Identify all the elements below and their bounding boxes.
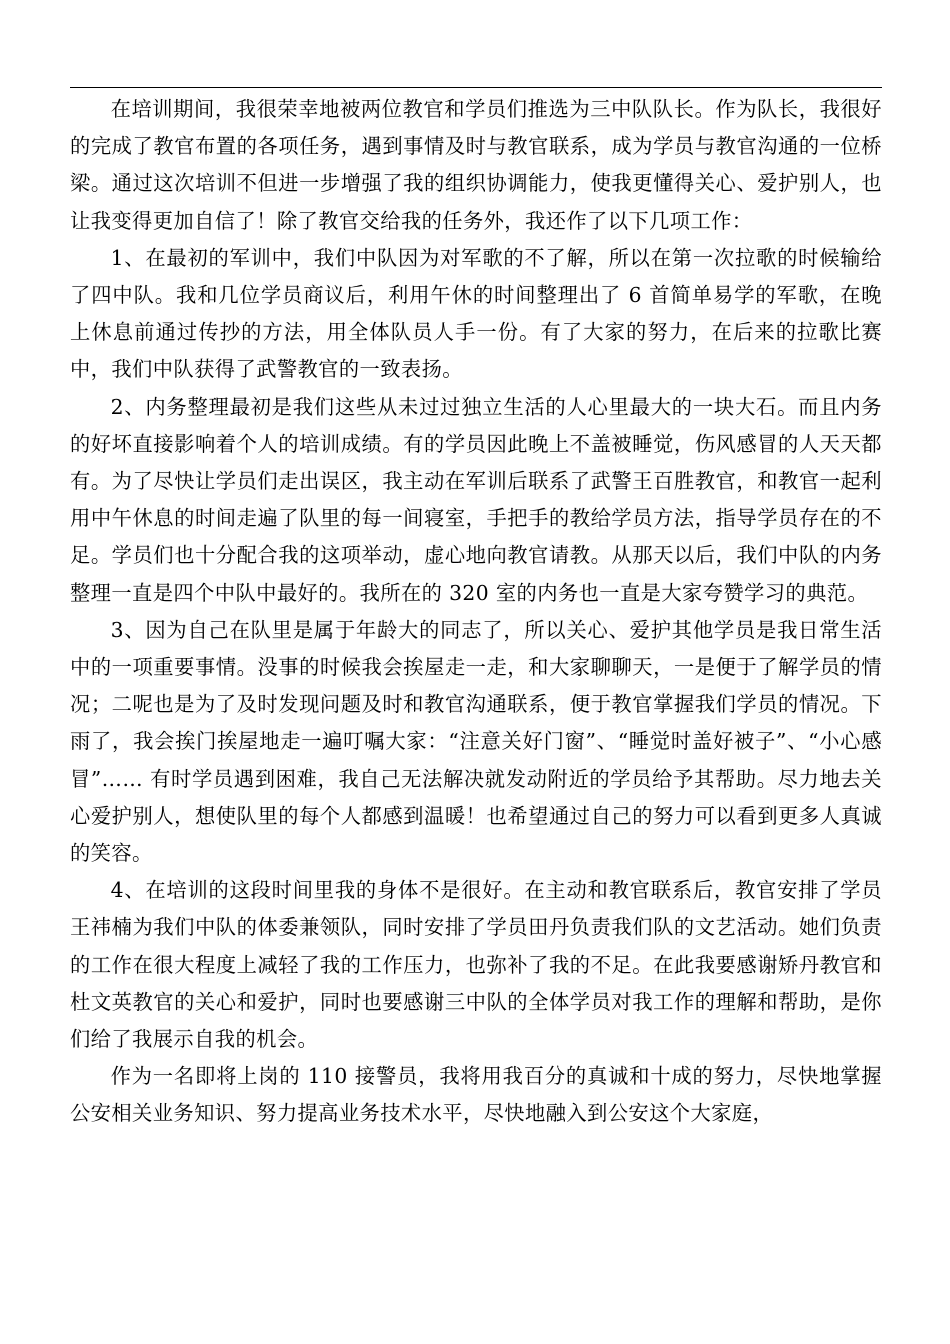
paragraph-item-3: 3、因为自己在队里是属于年龄大的同志了，所以关心、爱护其他学员是我日常生活中的一项重要事情。没事的时候我会挨屋走一走，和大家聊聊天，一是便于了解学员的情况；二呢也是为了及时发现问题及时和教官沟通联系，便于教官掌握我们学员的情况。下雨了，我会挨门挨屋地走一遍叮嘱大家：“注意关好门窗”、“睡觉时盖好被子”、“小心感冒”…… 有时学员遇到困难，我自己无法解决就发动附近的学员给予其帮助。尽力地去关心爱护别人，想使队里的每个人都感到温暖！也希望通过自己的努力可以看到更多人真诚的笑容。 [70,617,882,866]
paragraph-item-2: 2、内务整理最初是我们这些从未过过独立生活的人心里最大的一块大石。而且内务的好坏直接影响着个人的培训成绩。有的学员因此晚上不盖被睡觉，伤风感冒的人天天都有。为了尽快让学员们走出误区，我主动在军训后联系了武警王百胜教官，和教官一起利用中午休息的时间走遍了队里的每一间寝室，手把手的教给学员方法，指导学员存在的不足。学员们也十分配合我的这项举动，虚心地向教官请教。从那天以后，我们中队的内务整理一直是四个中队中最好的。我所在的 320 室的内务也一直是大家夸赞学习的典范。 [70,394,882,605]
header-rule [70,87,882,88]
paragraph-intro: 在培训期间，我很荣幸地被两位教官和学员们推选为三中队队长。作为队长，我很好的完成了教官布置的各项任务，遇到事情及时与教官联系，成为学员与教官沟通的一位桥梁。通过这次培训不但进一步增强了我的组织协调能力，使我更懂得关心、爱护别人，也让我变得更加自信了！除了教官交给我的任务外，我还作了以下几项工作： [70,97,882,233]
paragraph-conclusion: 作为一名即将上岗的 110 接警员，我将用我百分的真诚和十成的努力，尽快地掌握公安相关业务知识、努力提高业务技术水平，尽快地融入到公安这个大家庭， [70,1064,882,1126]
document-body [70,91,882,1133]
paragraph-item-4: 4、在培训的这段时间里我的身体不是很好。在主动和教官联系后，教官安排了学员王祎楠为我们中队的体委兼领队，同时安排了学员田丹负责我们队的文艺活动。她们负责的工作在很大程度上减轻了我的工作压力，也弥补了我的不足。在此我要感谢矫丹教官和杜文英教官的关心和爱护，同时也要感谢三中队的全体学员对我工作的理解和帮助，是你们给了我展示自我的机会。 [70,878,882,1052]
paragraph-item-1: 1、在最初的军训中，我们中队因为对军歌的不了解，所以在第一次拉歌的时候输给了四中队。我和几位学员商议后，利用午休的时间整理出了 6 首简单易学的军歌，在晚上休息前通过传抄的方法，用全体队员人手一份。有了大家的努力，在后来的拉歌比赛中，我们中队获得了武警教官的一致表扬。 [70,245,882,382]
